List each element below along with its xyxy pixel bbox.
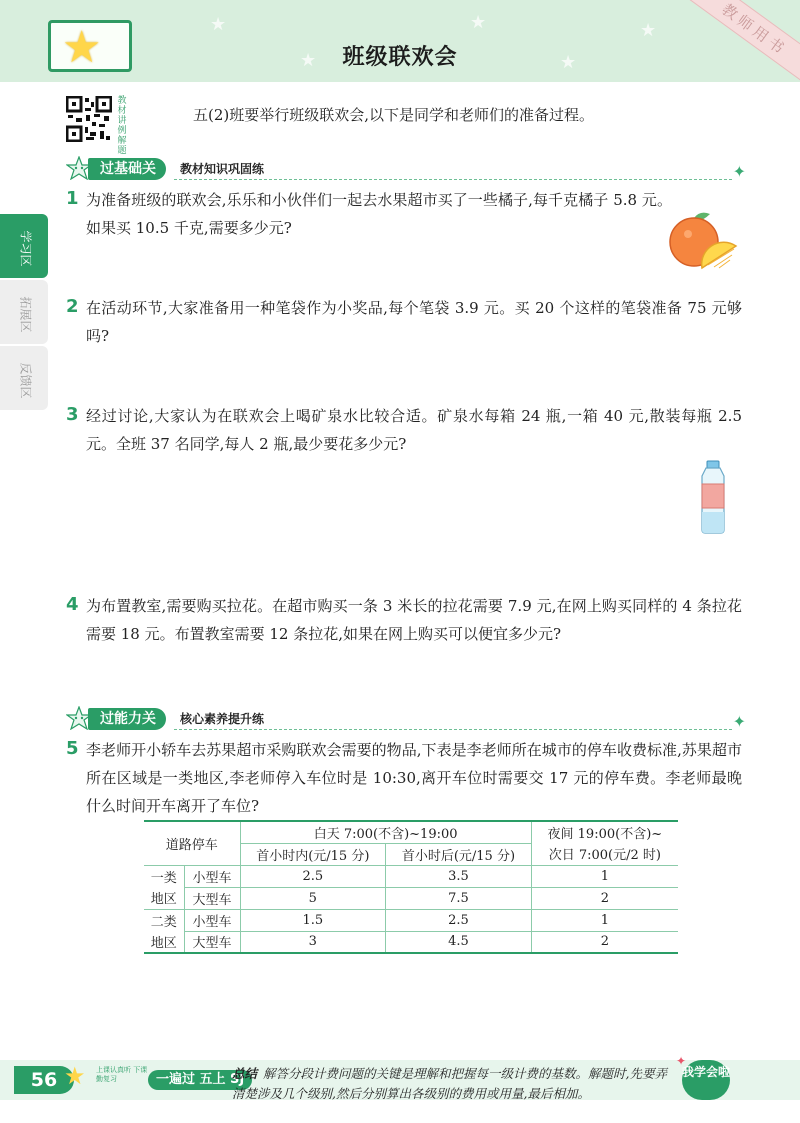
fee-cell: 3 [240, 931, 386, 953]
region-name: 地区 [144, 931, 184, 953]
fee-cell: 2 [531, 931, 678, 953]
section-rule [174, 729, 732, 730]
qr-caption: 教材讲例解题 [117, 96, 127, 156]
table-corner: 道路停车 [144, 821, 240, 865]
summary-box [232, 1064, 672, 1104]
problem-text: 为布置教室,需要购买拉花。在超市购买一条 3 米长的拉花需要 7.9 元,在网上购买同样的 4 条拉花需要 18 元。布置教室需要 12 条拉花,如果在网上购买可以便宜多少元? [86, 597, 742, 643]
problem-text: 为准备班级的联欢会,乐乐和小伙伴们一起去水果超市买了一些橘子,每千克橘子 5.8 元。如果买 10.5 千克,需要多少元? [86, 191, 672, 237]
star-icon: ★ [560, 52, 577, 73]
side-tab-label: 拓展区 [18, 296, 33, 333]
intro-text: 五(2)班要举行班级联欢会,以下是同学和老师们的准备过程。 [193, 106, 595, 124]
brand-label: 一遍过 五上 SJ [148, 1070, 252, 1090]
side-tab-extend[interactable] [0, 280, 48, 344]
vehicle-type: 大型车 [184, 931, 240, 953]
fee-cell: 2.5 [386, 909, 532, 931]
summary-text: 解答分段计费问题的关键是理解和把握每一级计费的基数。解题时,先要弄清楚涉及几个级别,然后分别算出各级别的费用或用量,最后相加。 [232, 1066, 667, 1101]
fee-cell: 1 [531, 865, 678, 887]
problem-text: 李老师开小轿车去苏果超市采购联欢会需要的物品,下表是李老师所在城市的停车收费标准,苏果超市所在区域是一类地区,李老师停入车位时是 10:30,离开车位时需要交 17 元的停车费。李老师最晚什么时间开车离开了车位? [86, 741, 742, 815]
summary-label: 总结 [232, 1066, 258, 1081]
vehicle-type: 大型车 [184, 887, 240, 909]
side-tab-study[interactable] [0, 214, 48, 278]
section-basic [66, 154, 746, 184]
vehicle-type: 小型车 [184, 865, 240, 887]
region-name: 地区 [144, 887, 184, 909]
problem-number: 1 [66, 188, 79, 209]
problem-text: 在活动环节,大家准备用一种笔袋作为小奖品,每个笔袋 3.9 元。买 20 个这样的笔袋准备 75 元够吗? [86, 299, 742, 345]
star-icon: ★ [300, 50, 317, 71]
table-row [144, 865, 678, 887]
fee-cell: 3.5 [386, 865, 532, 887]
fee-cell: 2.5 [240, 865, 386, 887]
side-tab-label: 反馈区 [18, 362, 33, 399]
side-tab-feedback[interactable] [0, 346, 48, 410]
logo-star-icon: ★ [62, 22, 102, 73]
problem-number: 3 [66, 404, 79, 425]
table-row [144, 887, 678, 909]
sparkle-icon: ✦ [676, 1054, 687, 1068]
i-learned-badge: 我学会啦 [682, 1060, 730, 1100]
day-header: 白天 7:00(不含)~19:00 [240, 821, 531, 843]
section-subtitle: 教材知识巩固练 [180, 162, 265, 176]
night-header-1: 夜间 19:00(不含)~ [531, 821, 678, 843]
fee-cell: 7.5 [386, 887, 532, 909]
footer-slogan: 上课认真听 下课勤复习 [96, 1066, 148, 1083]
problem-text: 经过讨论,大家认为在联欢会上喝矿泉水比较合适。矿泉水每箱 24 瓶,一箱 40 元,散装每瓶 2.5 元。全班 37 名同学,每人 2 瓶,最少要花多少元? [86, 407, 742, 453]
corner-stamp: 教师用书 [686, 0, 800, 85]
fee-cell: 5 [240, 887, 386, 909]
parking-fee-table [144, 820, 678, 954]
star-icon: ★ [640, 20, 657, 41]
page-number: 56 [14, 1066, 74, 1094]
sparkle-icon: ✦ [732, 162, 746, 181]
region-name: 二类 [144, 909, 184, 931]
water-bottle-icon [698, 460, 728, 534]
vehicle-type: 小型车 [184, 909, 240, 931]
footer [0, 1052, 800, 1102]
problem-number: 5 [66, 738, 79, 759]
fee-cell: 2 [531, 887, 678, 909]
section-rule [174, 179, 732, 180]
table-row [144, 909, 678, 931]
section-ability [66, 704, 746, 734]
day-first-header: 首小时内(元/15 分) [240, 843, 386, 865]
orange-icon [664, 210, 738, 270]
problem-number: 2 [66, 296, 79, 317]
problem-number: 4 [66, 594, 79, 615]
table-header-row [144, 821, 678, 843]
page-title: 班级联欢会 [342, 45, 458, 70]
qr-code-icon[interactable] [66, 96, 112, 142]
star-icon: ★ [210, 14, 227, 35]
fee-cell: 1 [531, 909, 678, 931]
sparkle-icon: ✦ [732, 712, 746, 731]
section-badge: 过能力关 [88, 708, 166, 730]
side-tab-label: 学习区 [18, 230, 33, 267]
fee-cell: 4.5 [386, 931, 532, 953]
table-row [144, 931, 678, 953]
fee-cell: 1.5 [240, 909, 386, 931]
star-icon: ★ [64, 1062, 86, 1090]
star-icon: ★ [470, 12, 487, 33]
section-subtitle: 核心素养提升练 [180, 712, 265, 726]
section-badge: 过基础关 [88, 158, 166, 180]
night-header-2: 次日 7:00(元/2 时) [531, 843, 678, 865]
day-after-header: 首小时后(元/15 分) [386, 843, 532, 865]
region-name: 一类 [144, 865, 184, 887]
